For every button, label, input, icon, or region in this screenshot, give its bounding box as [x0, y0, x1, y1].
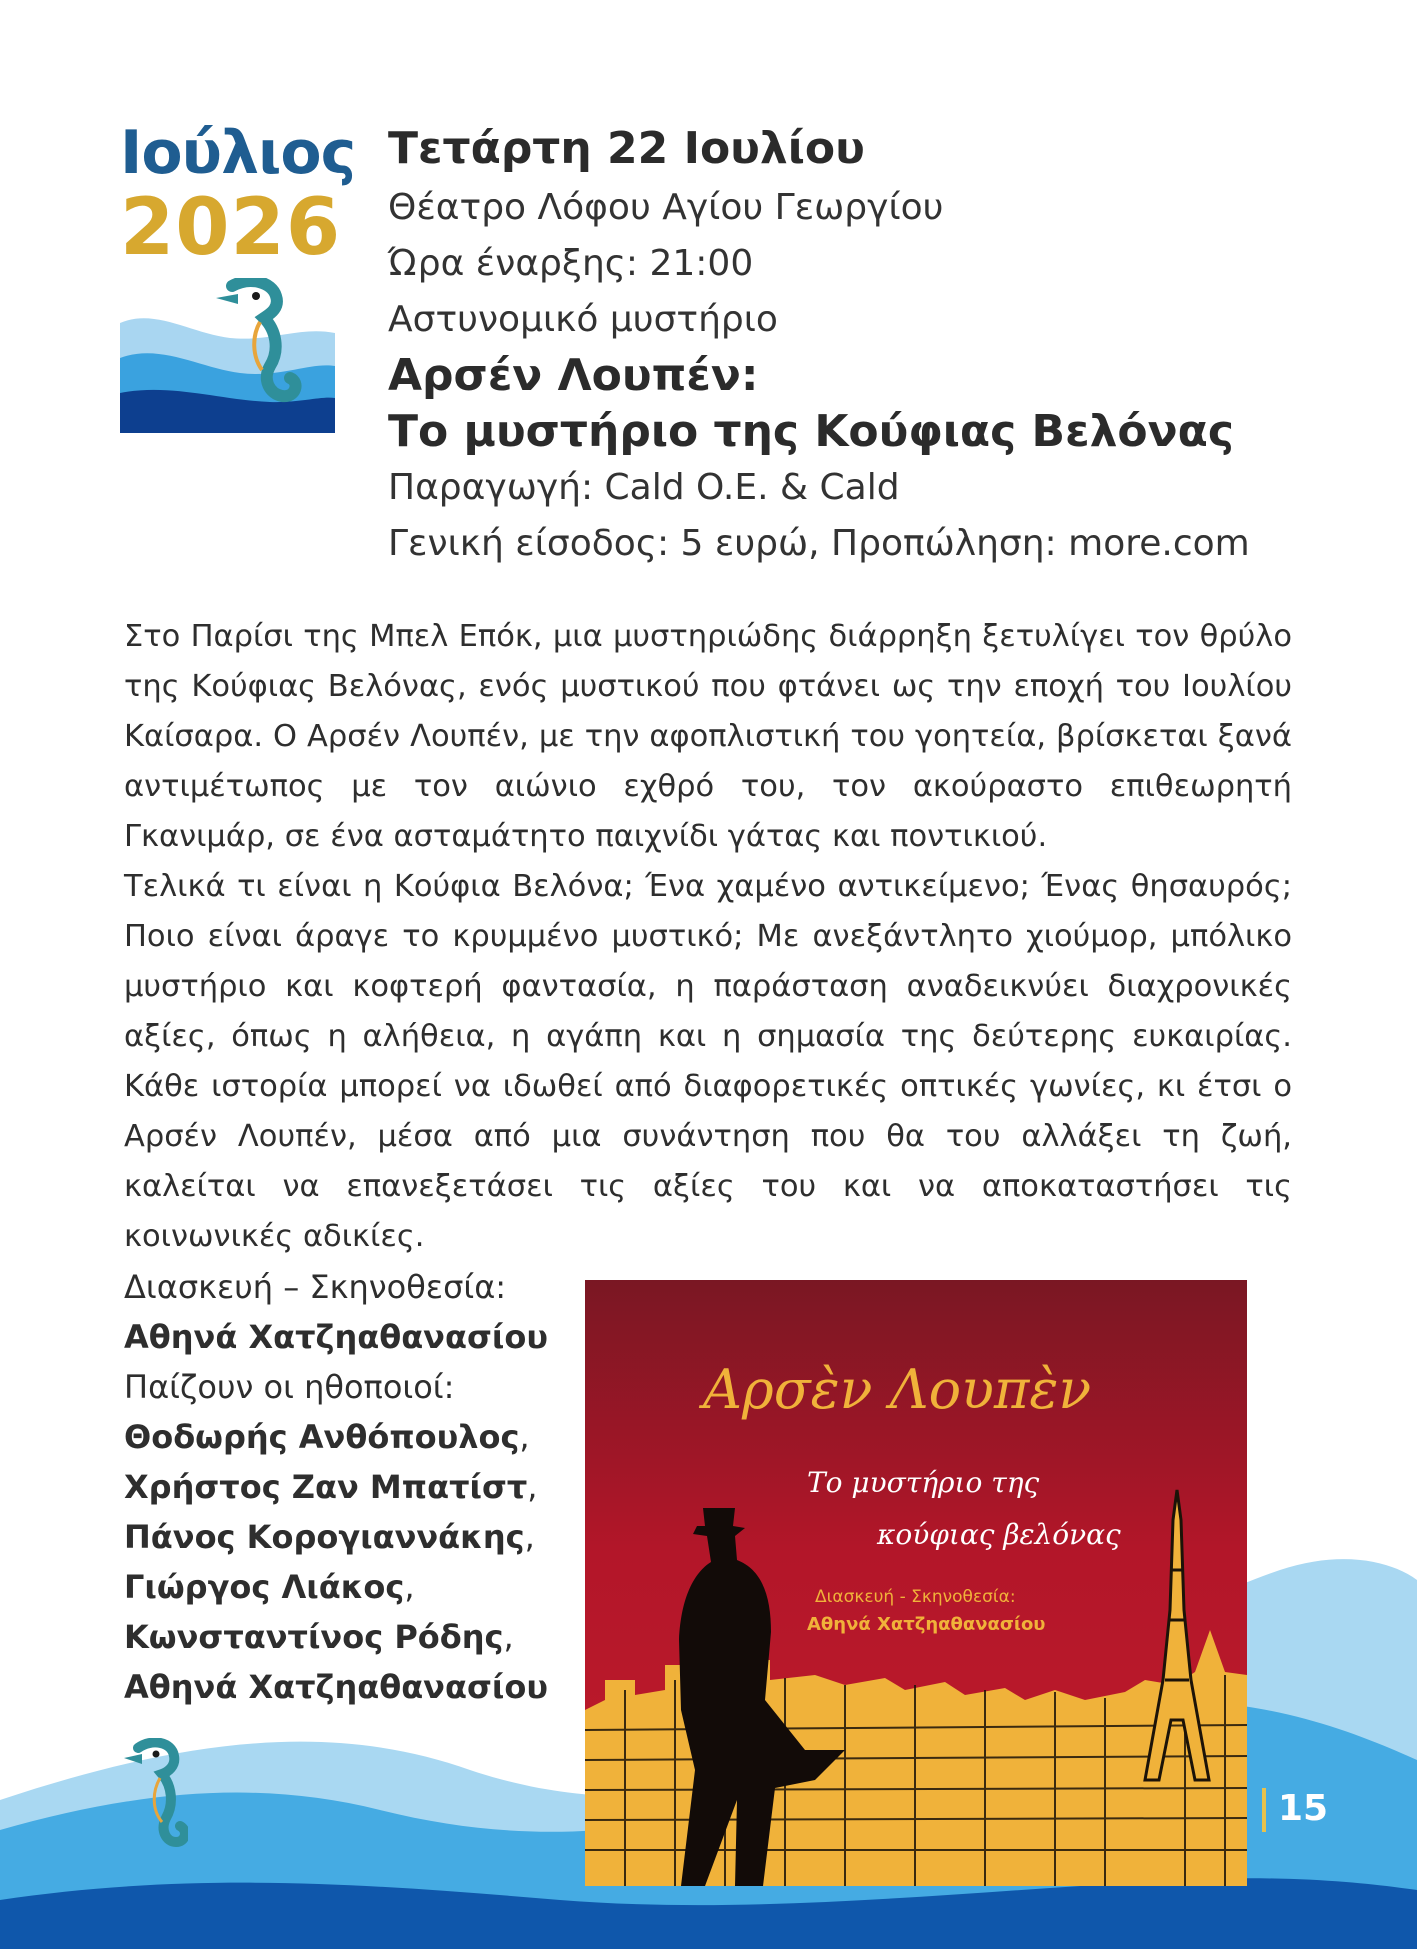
poster-credit-name: Αθηνά Χατζηαθανασίου	[807, 1614, 1046, 1635]
year-heading: 2026	[120, 183, 342, 273]
cast-member: Πάνος Κορογιαννάκης,	[124, 1518, 535, 1556]
event-genre: Αστυνομικό μυστήριο	[388, 299, 778, 340]
cast-member: Θοδωρής Ανθόπουλος,	[124, 1418, 530, 1456]
event-info	[388, 118, 1368, 572]
event-poster	[585, 1280, 1247, 1886]
cast-member-name: Χρήστος Ζαν Μπατίστ	[124, 1468, 528, 1506]
description-paragraph-2: Τελικά τι είναι η Κούφια Βελόνα; Ένα χαμένο αντικείμενο; Ένας θησαυρός; Ποιο είναι άραγε το κρυμμένο μυστικό; Με ανεξάντλητο χιούμορ, μπόλικο μυστήριο και κοφτερή φαντασία, η παράσταση αναδεικνύει διαχρονικές αξίες, όπως η αλήθεια, η αγάπη και η σημασία της δεύτερης ευκαιρίας. Κάθε ιστορία μπορεί να ιδωθεί από διαφορετικές οπτικές γωνίες, κι έτσι ο Αρσέν Λουπέν, μέσα από μια συνάντηση που θα του αλλάξει τη ζωή, καλείται να επανεξετάσει τις αξίες του και να αποκαταστήσει τις κοινωνικές αδικίες.	[124, 869, 1292, 1254]
page-number-divider	[1262, 1788, 1266, 1832]
cast-member-name: Θοδωρής Ανθόπουλος	[124, 1418, 520, 1456]
event-date: Τετάρτη 22 Ιουλίου	[388, 123, 865, 174]
cast-member	[124, 1662, 564, 1712]
director-name: Αθηνά Χατζηαθανασίου	[124, 1318, 548, 1356]
event-title-line1: Αρσέν Λουπέν:	[388, 350, 759, 401]
poster-subtitle-line1: Το μυστήριο της	[807, 1466, 1040, 1499]
page-number: 15	[1278, 1788, 1329, 1829]
cast-member-name: Κωνσταντίνος Ρόδης	[124, 1618, 504, 1656]
event-title-line2: Το μυστήριο της Κούφιας Βελόνας	[388, 406, 1234, 457]
event-tickets: Γενική είσοδος: 5 ευρώ, Προπώληση: more.com	[388, 523, 1250, 564]
cast-member-name: Πάνος Κορογιαννάκης	[124, 1518, 525, 1556]
poster-credit-label: Διασκευή - Σκηνοθεσία:	[815, 1587, 1016, 1607]
cast-member-name: Γιώργος Λιάκος	[124, 1568, 405, 1606]
event-description	[124, 612, 1292, 1262]
event-production: Παραγωγή: Cald O.E. & Cald	[388, 467, 900, 508]
cast-member: Χρήστος Ζαν Μπατίστ,	[124, 1468, 538, 1506]
cast-member: Κωνσταντίνος Ρόδης,	[124, 1618, 514, 1656]
description-paragraph-1: Στο Παρίσι της Μπελ Επόκ, μια μυστηριώδης διάρρηξη ξετυλίγει τον θρύλο της Κούφιας Βελόνας, ενός μυστικού που φτάνει ως την εποχή του Ιουλίου Καίσαρα. Ο Αρσέν Λουπέν, με την αφοπλιστική του γοητεία, βρίσκεται ξανά αντιμέτωπος με τον αιώνιο εχθρό του, τον ακούραστο επιθεωρητή Γκανιμάρ, σε ένα ασταμάτητο παιχνίδι γάτας και ποντικιού.	[124, 619, 1292, 854]
month-heading: Ιούλιος	[120, 118, 356, 188]
cast-member: Γιώργος Λιάκος,	[124, 1568, 415, 1606]
poster-title: Αρσὲν Λουπὲν	[703, 1358, 1092, 1421]
seahorse-icon	[120, 278, 335, 433]
event-venue: Θέατρο Λόφου Αγίου Γεωργίου	[388, 187, 944, 228]
cast-label: Παίζουν οι ηθοποιοί:	[124, 1368, 455, 1406]
cast-member-name: Αθηνά Χατζηαθανασίου	[124, 1668, 548, 1706]
credits-block	[124, 1262, 564, 1712]
poster-subtitle-line2: κούφιας βελόνας	[877, 1518, 1121, 1551]
director-label: Διασκευή – Σκηνοθεσία:	[124, 1268, 507, 1306]
seahorse-icon	[118, 1738, 188, 1858]
event-time: Ώρα έναρξης: 21:00	[388, 243, 754, 284]
